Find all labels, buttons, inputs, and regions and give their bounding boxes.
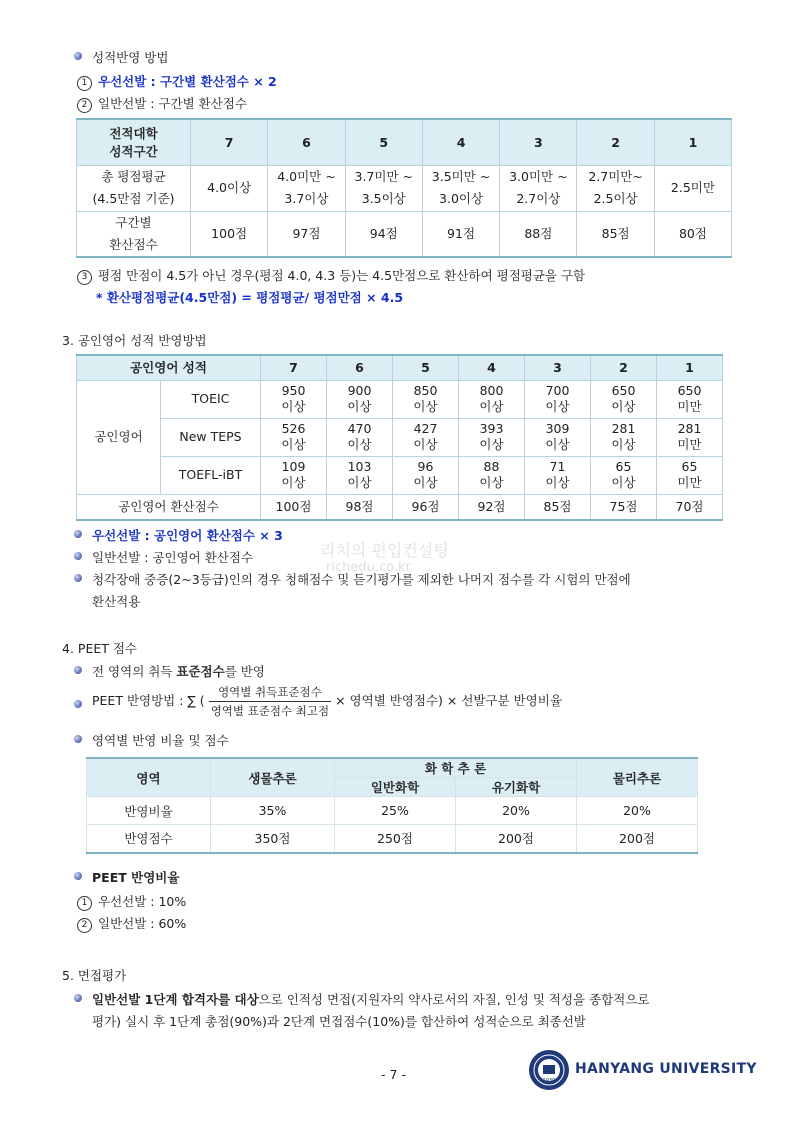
level-2: 2	[577, 119, 654, 165]
svg-text:1939: 1939	[542, 1078, 556, 1084]
s1-item-2: 2 일반선발 : 구간별 환산점수	[77, 94, 247, 113]
peet-head-area: 영역	[87, 758, 211, 797]
circled-3-icon: 3	[77, 270, 92, 285]
score-cell: 97점	[268, 211, 345, 257]
peet-cell: 35%	[211, 797, 335, 825]
peet-row-head: 반영비율	[87, 797, 211, 825]
level-2: 2	[591, 355, 657, 380]
s3-heading: 3. 공인영어 성적 반영방법	[62, 333, 207, 348]
test-cell: 96 이상	[393, 456, 459, 494]
circled-2-icon: 2	[77, 918, 92, 933]
score-cell: 85점	[577, 211, 654, 257]
s5-bullet-1-cont: 평가) 실시 후 1단계 총점(90%)과 2단계 면접점수(10%)를 합산하여 성적순으로 최종선발	[92, 1014, 586, 1029]
english-corner: 공인영어 성적	[77, 355, 261, 380]
peet-cell: 20%	[577, 797, 698, 825]
peet-cell: 250점	[335, 825, 456, 853]
score-cell: 100점	[261, 494, 327, 520]
test-cell: 900 이상	[327, 380, 393, 418]
level-1: 1	[654, 119, 731, 165]
test-cell: 71 이상	[525, 456, 591, 494]
english-table	[76, 354, 723, 521]
english-score-head: 공인영어 환산점수	[77, 494, 261, 520]
level-5: 5	[393, 355, 459, 380]
level-7: 7	[261, 355, 327, 380]
test-cell: 800 이상	[459, 380, 525, 418]
s4-item-1: 1 우선선발 : 10%	[77, 892, 186, 911]
s4-heading: 4. PEET 점수	[62, 641, 137, 656]
circled-2-icon: 2	[77, 98, 92, 113]
test-cell: 650 미만	[657, 380, 723, 418]
level-3: 3	[500, 119, 577, 165]
gpa-cell: 4.0미만 ~ 3.7이상	[268, 165, 345, 211]
score-cell: 98점	[327, 494, 393, 520]
score-cell: 85점	[525, 494, 591, 520]
peet-head-bio: 생물추론	[211, 758, 335, 797]
s3-bullet-3-cont: 환산적용	[92, 594, 141, 609]
peet-cell: 200점	[456, 825, 577, 853]
test-cell: 950 이상	[261, 380, 327, 418]
score-row-head: 구간별 환산점수	[77, 211, 191, 257]
score-cell: 94점	[345, 211, 422, 257]
peet-fraction: $\frac{\text{영역별 취득표준점수}}{\text{영역별 표준점수 최고점}}$	[210, 685, 330, 718]
watermark-url: richedu.co.kr	[326, 560, 411, 575]
score-cell: 88점	[500, 211, 577, 257]
peet-head-org: 유기화학	[456, 778, 577, 797]
level-4: 4	[459, 355, 525, 380]
s1-item-1: 1 우선선발 : 구간별 환산점수 × 2	[77, 72, 277, 91]
s4-item-2: 2 일반선발 : 60%	[77, 914, 186, 933]
peet-cell: 200점	[577, 825, 698, 853]
university-seal-icon	[528, 1049, 570, 1091]
test-cell: 65 미만	[657, 456, 723, 494]
test-name: TOEFL-iBT	[161, 456, 261, 494]
s1-formula: * 환산평점평균(4.5만점) = 평점평균/ 평점만점 × 4.5	[96, 290, 404, 305]
level-1: 1	[657, 355, 723, 380]
s1-heading: 성적반영 방법	[92, 50, 169, 65]
test-cell: 470 이상	[327, 418, 393, 456]
watermark-text: 리치의 편입컨설팅	[320, 541, 449, 560]
score-cell: 75점	[591, 494, 657, 520]
level-6: 6	[268, 119, 345, 165]
test-cell: 88 이상	[459, 456, 525, 494]
peet-row-head: 반영점수	[87, 825, 211, 853]
gpa-cell: 2.7미만~ 2.5이상	[577, 165, 654, 211]
s1-item-3: 3 평점 만점이 4.5가 아닌 경우(평점 4.0, 4.3 등)는 4.5만점으로 환산하여 평점평균을 구함	[77, 266, 585, 285]
gpa-cell: 3.7미만 ~ 3.5이상	[345, 165, 422, 211]
gpa-table	[76, 118, 732, 258]
test-cell: 309 이상	[525, 418, 591, 456]
score-cell: 80점	[654, 211, 731, 257]
score-cell: 91점	[422, 211, 499, 257]
score-cell: 100점	[191, 211, 268, 257]
peet-table	[86, 757, 698, 854]
level-3: 3	[525, 355, 591, 380]
level-5: 5	[345, 119, 422, 165]
gpa-row-head: 총 평점평균 (4.5만점 기준)	[77, 165, 191, 211]
test-cell: 850 이상	[393, 380, 459, 418]
test-cell: 650 이상	[591, 380, 657, 418]
s5-heading: 5. 면접평가	[62, 968, 127, 983]
gpa-cell: 4.0이상	[191, 165, 268, 211]
test-cell: 526 이상	[261, 418, 327, 456]
test-cell: 109 이상	[261, 456, 327, 494]
score-cell: 92점	[459, 494, 525, 520]
circled-1-icon: 1	[77, 76, 92, 91]
gpa-cell: 3.0미만 ~ 2.7이상	[500, 165, 577, 211]
score-cell: 70점	[657, 494, 723, 520]
test-cell: 103 이상	[327, 456, 393, 494]
gpa-cell: 2.5미만	[654, 165, 731, 211]
university-name: HANYANG UNIVERSITY	[575, 1061, 757, 1077]
gpa-cell: 3.5미만 ~ 3.0이상	[422, 165, 499, 211]
circled-1-icon: 1	[77, 896, 92, 911]
peet-head-phy: 물리추론	[577, 758, 698, 797]
peet-head-chem: 화 학 추 론	[335, 758, 577, 778]
english-group: 공인영어	[77, 380, 161, 494]
test-name: TOEIC	[161, 380, 261, 418]
peet-cell: 350점	[211, 825, 335, 853]
test-cell: 427 이상	[393, 418, 459, 456]
test-name: New TEPS	[161, 418, 261, 456]
level-4: 4	[422, 119, 499, 165]
level-7: 7	[191, 119, 268, 165]
peet-cell: 20%	[456, 797, 577, 825]
gpa-corner: 전적대학 성적구간	[77, 119, 191, 165]
peet-head-gen: 일반화학	[335, 778, 456, 797]
test-cell: 393 이상	[459, 418, 525, 456]
page-number: - 7 -	[381, 1067, 406, 1082]
test-cell: 281 이상	[591, 418, 657, 456]
peet-cell: 25%	[335, 797, 456, 825]
score-cell: 96점	[393, 494, 459, 520]
level-6: 6	[327, 355, 393, 380]
test-cell: 700 이상	[525, 380, 591, 418]
test-cell: 281 미만	[657, 418, 723, 456]
test-cell: 65 이상	[591, 456, 657, 494]
